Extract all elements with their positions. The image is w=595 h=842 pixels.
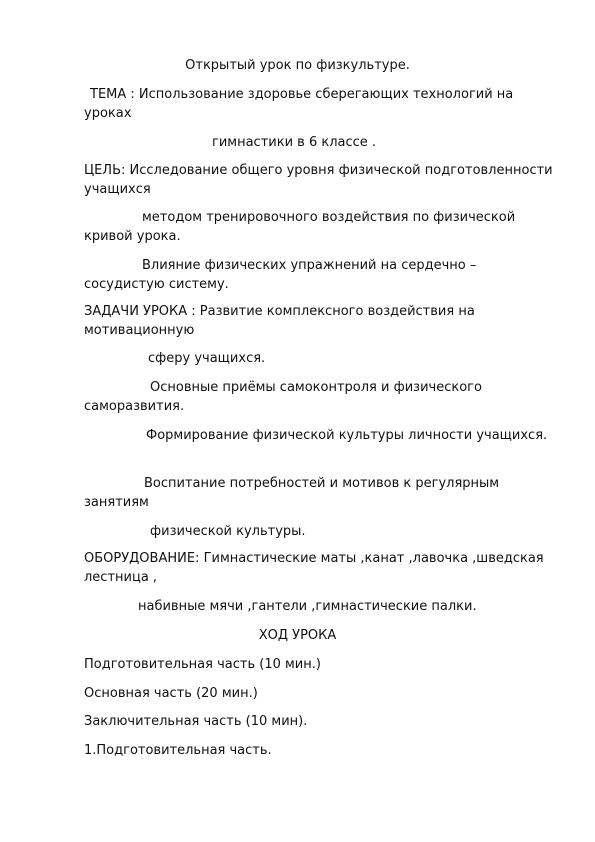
part-preparatory: Подготовительная часть (10 мин.) [84, 657, 321, 672]
tasks-line: ЗАДАЧИ УРОКА : Развитие комплексного воздействия на мотивационную [84, 304, 475, 338]
goal-line: ЦЕЛЬ: Исследование общего уровня физической подготовленности учащихся [84, 163, 553, 197]
task-motivation: Воспитание потребностей и мотивов к регулярным занятиям [84, 476, 500, 510]
lesson-course-heading: ХОД УРОКА [258, 628, 337, 643]
equipment-line: ОБОРУДОВАНИЕ: Гимнастические маты ,канат ,лавочка ,шведская лестница , [84, 551, 544, 585]
part-main: Основная часть (20 мин.) [84, 686, 258, 701]
document-title: Открытый урок по физкультуре. [185, 58, 410, 73]
goal-continuation: методом тренировочного воздействия по физической кривой урока. [84, 210, 516, 244]
tasks-continuation: сферу учащихся. [148, 351, 266, 366]
task-motivation-continuation: физической культуры. [150, 524, 306, 539]
task-culture: Формирование физической культуры личности учащихся. [146, 428, 548, 443]
part-final: Заключительная часть (10 мин). [84, 714, 308, 729]
topic-line: ТЕМА : Использование здоровье сберегающих технологий на уроках [84, 87, 514, 121]
section-preparatory-heading: 1.Подготовительная часть. [84, 743, 272, 758]
task-self-control: Основные приёмы самоконтроля и физического саморазвития. [84, 380, 482, 414]
equipment-continuation: набивные мячи ,гантели ,гимнастические палки. [138, 599, 477, 614]
topic-continuation: гимнастики в 6 классе . [212, 135, 377, 150]
goal-effect-line: Влияние физических упражнений на сердечно – сосудистую систему. [84, 258, 477, 292]
